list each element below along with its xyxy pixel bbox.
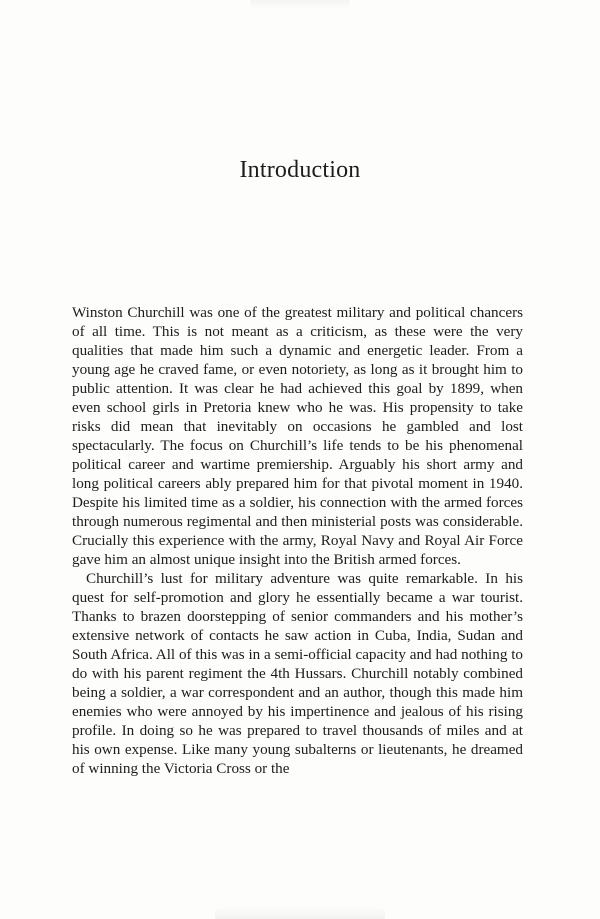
chapter-title: Introduction <box>239 157 361 183</box>
top-scan-shadow <box>250 0 350 10</box>
paragraph-2: Churchill’s lust for military adventure was quite remarkable. In his quest for self-promotion and glory he essentially became a war tourist. Thanks to brazen doorstepping of senior commanders and his mother’s extensive network of contacts he saw action in Cuba, India, Sudan and South Africa. All of this was in a semi-official capacity and had nothing to do with his parent regiment the 4th Hussars. Churchill notably combined being a soldier, a war correspondent and an author, though this made him enemies who were annoyed by his impertinence and jealous of his rising profile. In doing so he was prepared to travel thousands of miles and at his own expense. Like many young subalterns or lieutenants, he dreamed of winning the Victoria Cross or the <box>72 570 523 777</box>
bottom-scan-shadow <box>215 907 385 919</box>
body-text <box>72 303 523 778</box>
paragraph-1: Winston Churchill was one of the greatest military and political chancers of all time. This is not meant as a criticism, as these were the very qualities that made him such a dynamic and energetic leader. From a young age he craved fame, or even notoriety, as long as it brought him to public attention. It was clear he had achieved this goal by 1899, when even school girls in Pretoria knew who he was. His propensity to take risks did mean that inevitably on occasions he gambled and lost spectacularly. The focus on Churchill’s life tends to be his phenomenal political career and wartime premiership. Arguably his short army and long political careers ably prepared him for that pivotal moment in 1940. Despite his limited time as a soldier, his connection with the armed forces through numerous regimental and then ministerial posts was considerable. Crucially this experience with the army, Royal Navy and Royal Air Force gave him an almost unique insight into the British armed forces. <box>72 304 523 568</box>
